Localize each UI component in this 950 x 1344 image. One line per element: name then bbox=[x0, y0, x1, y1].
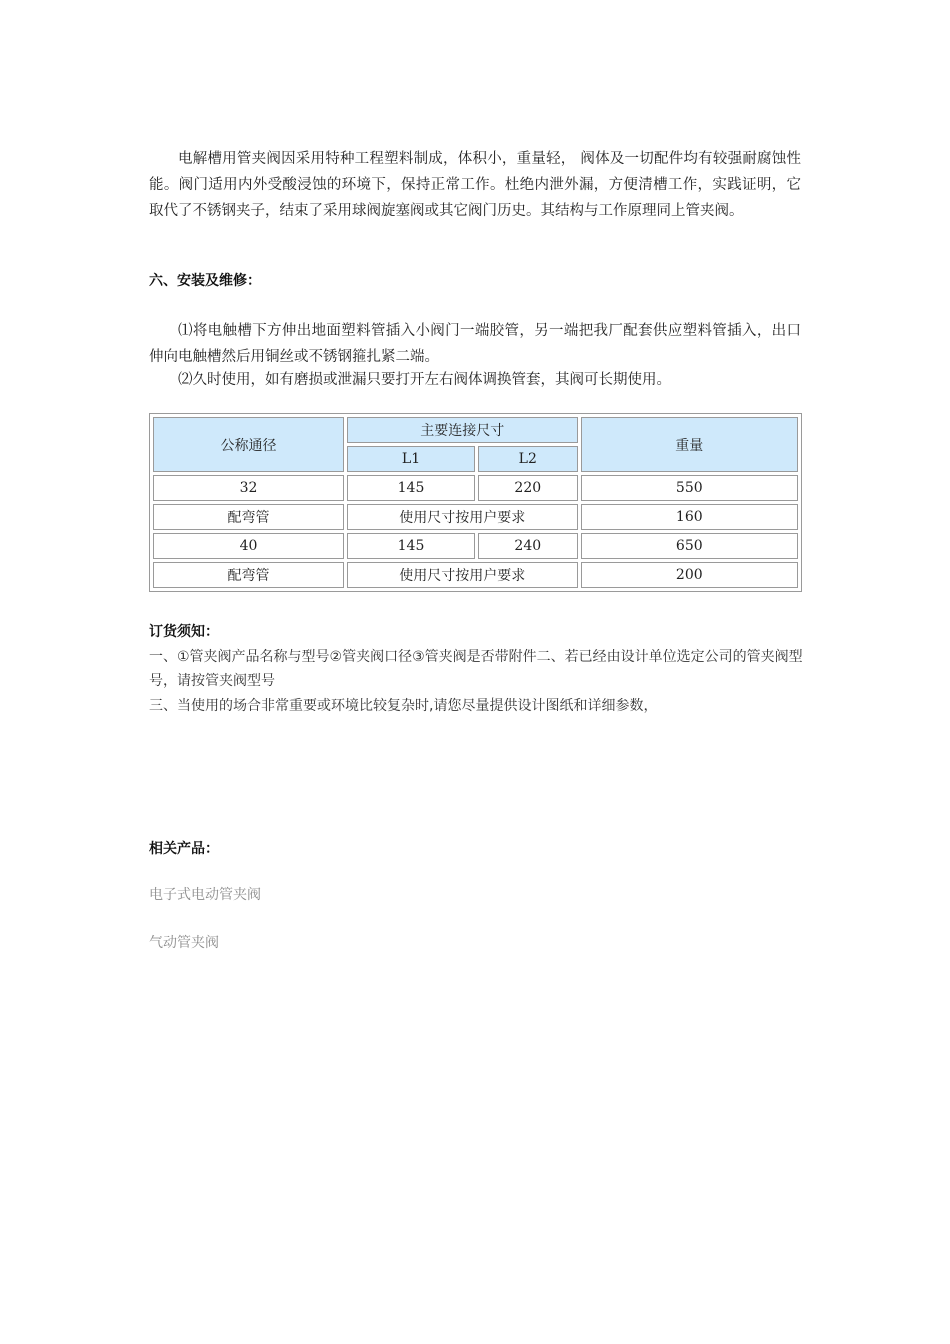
intro-paragraph: 电解槽用管夹阀因采用特种工程塑料制成，体积小，重量轻， 阀体及一切配件均有较强耐腐蚀性能。阀门适用内外受酸浸蚀的环境下，保持正常工作。杜绝内泄外漏，方便清槽工作，实践证明，它取代了不锈钢夹子，结束了采用球阀旋塞阀或其它阀门历史。其结构与工作原理同上管夹阀。 bbox=[149, 151, 801, 219]
table-row bbox=[153, 475, 798, 501]
cell-l1: 145 bbox=[347, 533, 475, 559]
table-row bbox=[153, 562, 798, 588]
header-main-size: 主要连接尺寸 bbox=[347, 417, 578, 443]
table-row bbox=[153, 504, 798, 530]
related-heading: 相关产品： bbox=[149, 841, 219, 857]
cell-merged-size: 使用尺寸按用户要求 bbox=[347, 504, 578, 530]
header-l2: L2 bbox=[478, 446, 578, 472]
install-heading: 六、安装及维修： bbox=[149, 273, 261, 289]
header-l1: L1 bbox=[347, 446, 475, 472]
cell-weight: 200 bbox=[581, 562, 798, 588]
install-step-2: ⑵久时使用，如有磨损或泄漏只要打开左右阀体调换管套，其阀可长期使用。 bbox=[178, 372, 671, 388]
install-step-1: ⑴将电触槽下方伸出地面塑料管插入小阀门一端胶管，另一端把我厂配套供应塑料管插入，出口伸向电触槽然后用铜丝或不锈钢箍扎紧二端。 bbox=[149, 323, 801, 365]
cell-nominal: 32 bbox=[153, 475, 344, 501]
cell-l2: 220 bbox=[478, 475, 578, 501]
order-heading: 订货须知： bbox=[149, 624, 219, 640]
order-line-2: 三、当使用的场合非常重要或环境比较复杂时,请您尽量提供设计图纸和详细参数， bbox=[149, 698, 658, 714]
cell-nominal: 配弯管 bbox=[153, 504, 344, 530]
cell-weight: 650 bbox=[581, 533, 798, 559]
header-weight: 重量 bbox=[581, 417, 798, 472]
table-header-row bbox=[153, 417, 798, 443]
cell-weight: 550 bbox=[581, 475, 798, 501]
cell-weight: 160 bbox=[581, 504, 798, 530]
related-link-electric-pinch-valve[interactable]: 电子式电动管夹阀 bbox=[149, 887, 261, 903]
order-line-1: 一、①管夹阀产品名称与型号②管夹阀口径③管夹阀是否带附件二、若已经由设计单位选定公司的管夹阀型号，请按管夹阀型号 bbox=[149, 649, 803, 689]
cell-nominal: 配弯管 bbox=[153, 562, 344, 588]
cell-nominal: 40 bbox=[153, 533, 344, 559]
header-nominal: 公称通径 bbox=[153, 417, 344, 472]
cell-merged-size: 使用尺寸按用户要求 bbox=[347, 562, 578, 588]
cell-l1: 145 bbox=[347, 475, 475, 501]
spec-table bbox=[149, 413, 802, 592]
table-row bbox=[153, 533, 798, 559]
cell-l2: 240 bbox=[478, 533, 578, 559]
related-link-pneumatic-pinch-valve[interactable]: 气动管夹阀 bbox=[149, 935, 219, 951]
